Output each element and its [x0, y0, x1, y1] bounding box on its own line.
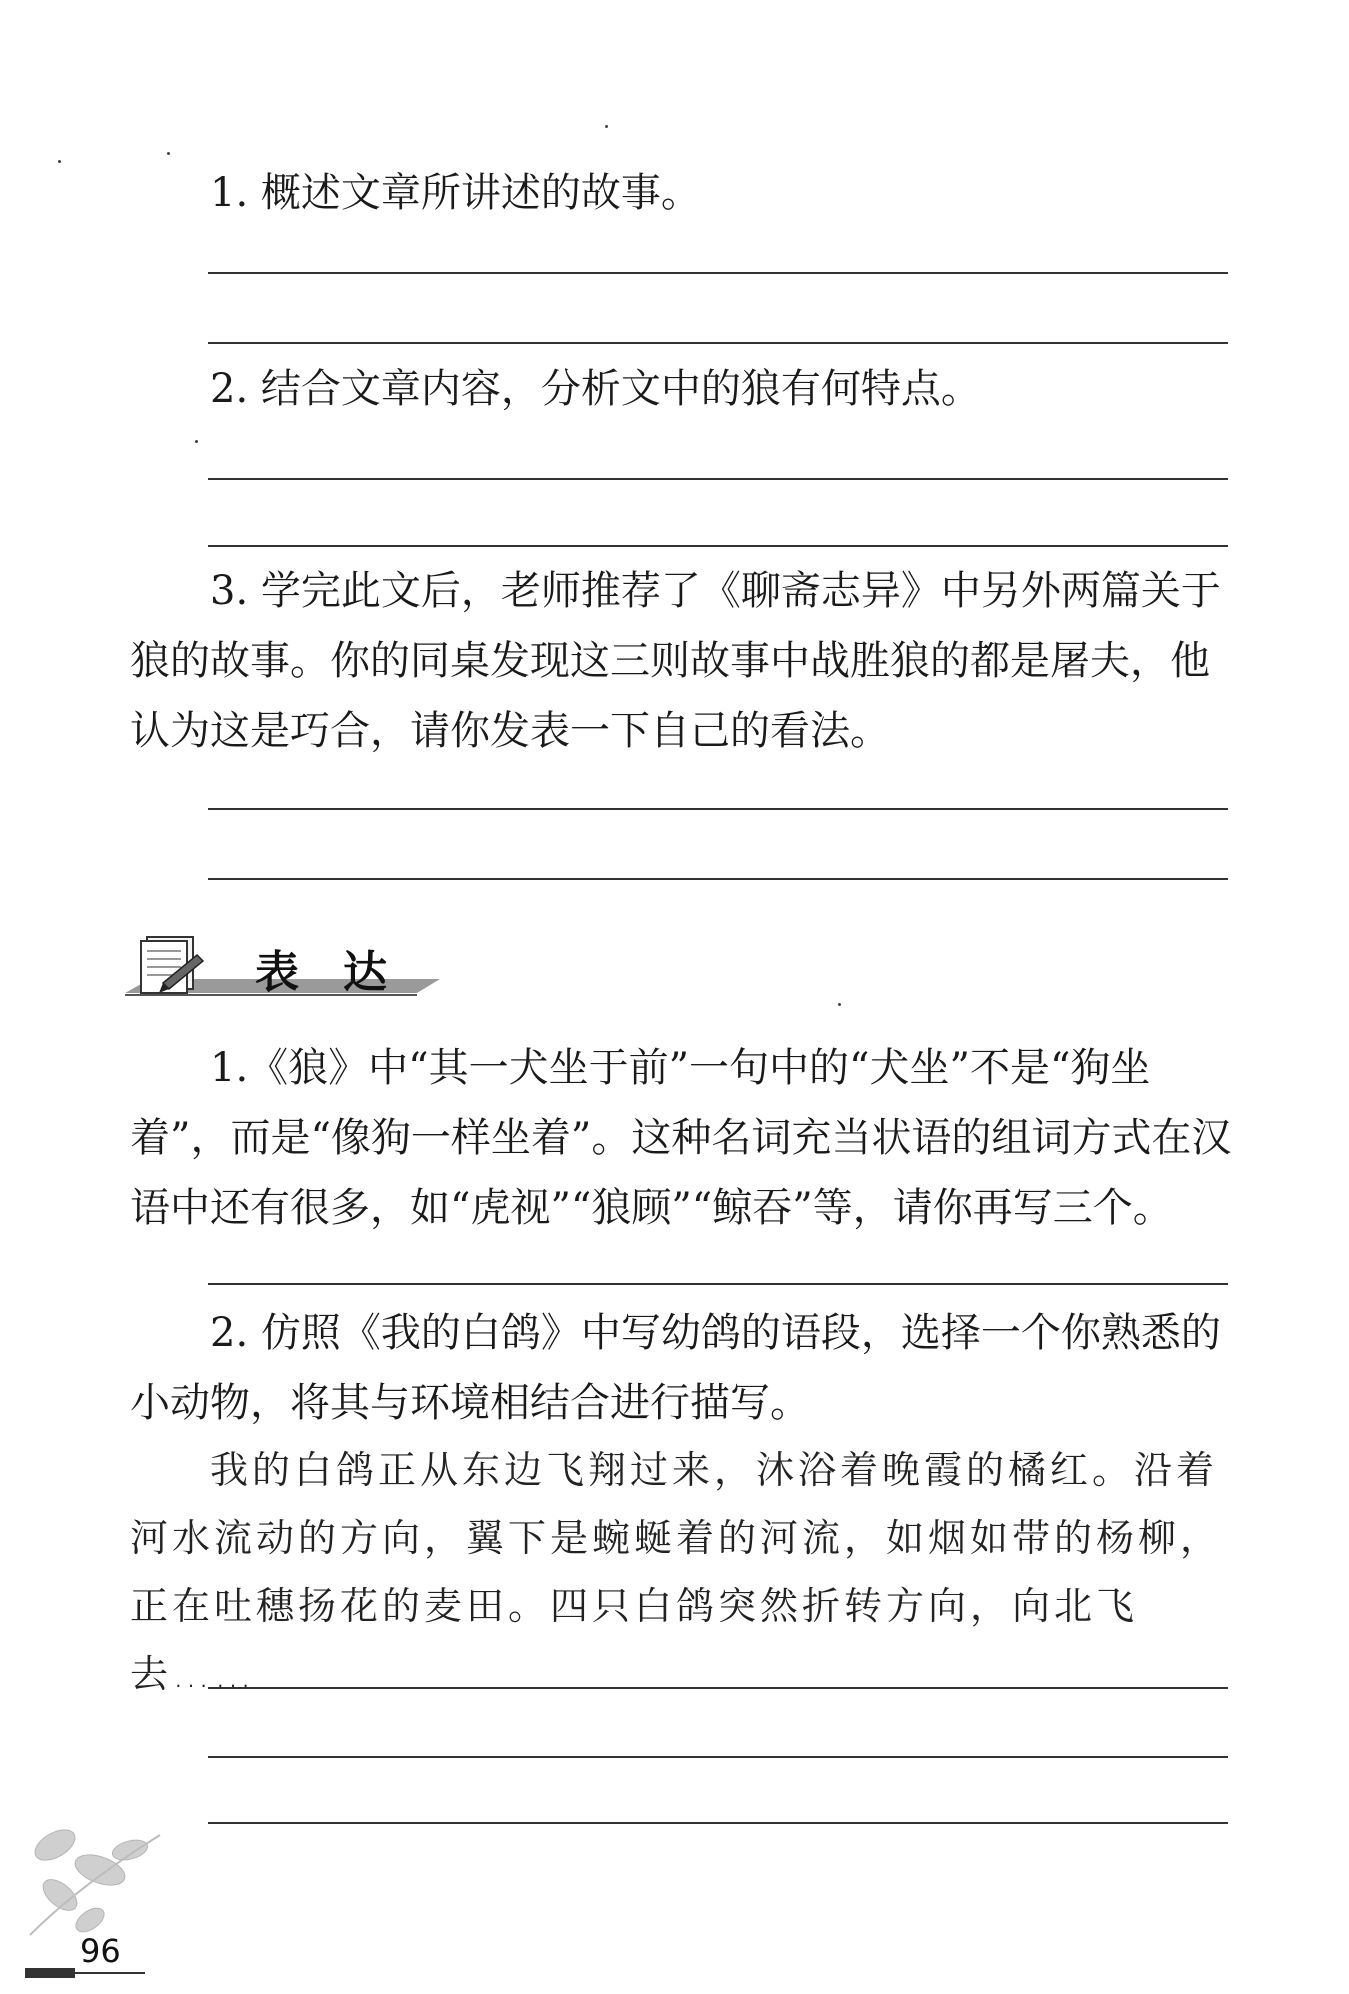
- section-title: 表达: [255, 947, 431, 998]
- answer-line[interactable]: [208, 478, 1228, 480]
- expression-question-1: 1.《狼》中“其一犬坐于前”一句中的“犬坐”不是“狗坐着”，而是“像狗一样坐着”。这种名词充当状语的组词方式在汉语中还有很多，如“虎视”“狼顾”“鲸吞”等，请你再写三个。: [130, 1045, 1232, 1231]
- answer-line[interactable]: [208, 1283, 1228, 1285]
- scan-speck: [838, 1003, 841, 1006]
- answer-line[interactable]: [208, 808, 1228, 810]
- question-2: 2. 结合文章内容，分析文中的狼有何特点。: [210, 366, 981, 412]
- scan-speck: [605, 125, 608, 128]
- scan-speck: [167, 152, 170, 155]
- scan-speck: [58, 160, 61, 163]
- answer-line[interactable]: [208, 878, 1228, 880]
- expression-question-2: 2. 仿照《我的白鸽》中写幼鸽的语段，选择一个你熟悉的小动物，将其与环境相结合进行描写。: [130, 1310, 1221, 1426]
- page-number: 96: [80, 1932, 121, 1970]
- answer-line[interactable]: [208, 1822, 1228, 1824]
- scan-speck: [195, 440, 198, 443]
- page-number-rule: [75, 1972, 145, 1974]
- page-number-bar: [25, 1968, 75, 1978]
- question-1: 1. 概述文章所讲述的故事。: [210, 170, 701, 216]
- answer-line[interactable]: [208, 342, 1228, 344]
- question-3: 3. 学完此文后，老师推荐了《聊斋志异》中另外两篇关于狼的故事。你的同桌发现这三则故事中战胜狼的都是屠夫，他认为这是巧合，请你发表一下自己的看法。: [130, 568, 1221, 754]
- sample-passage: 我的白鸽正从东边飞翔过来，沐浴着晚霞的橘红。沿着河水流动的方向，翼下是蜿蜒着的河流，如烟如带的杨柳，正在吐穗扬花的麦田。四只白鸽突然折转方向，向北飞去……: [130, 1448, 1223, 1696]
- answer-line[interactable]: [208, 1687, 1228, 1689]
- answer-line[interactable]: [208, 545, 1228, 547]
- notebook-pen-icon: [141, 937, 203, 993]
- answer-line[interactable]: [208, 272, 1228, 274]
- answer-line[interactable]: [208, 1756, 1228, 1758]
